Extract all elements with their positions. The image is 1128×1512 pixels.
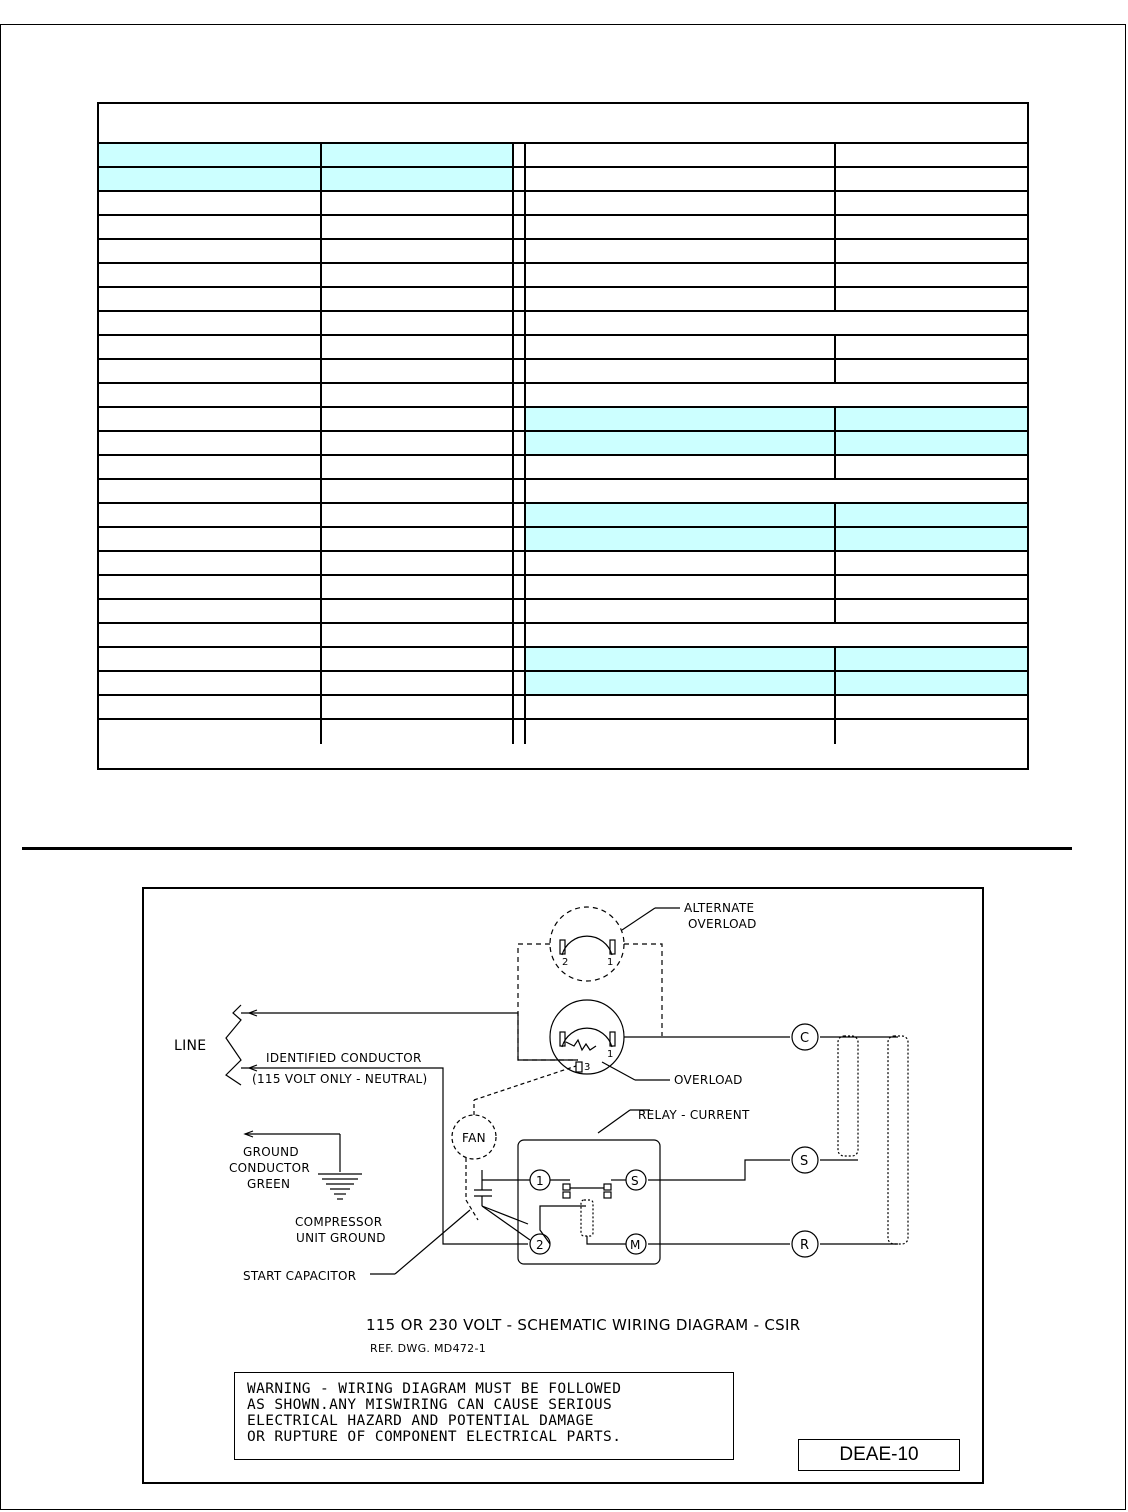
reference-drawing: REF. DWG. MD472-1 xyxy=(370,1342,487,1355)
terminal-c-label: C xyxy=(800,1031,810,1046)
alt-pin-1: 1 xyxy=(607,957,614,968)
start-capacitor-label: START CAPACITOR xyxy=(243,1269,357,1283)
start-winding-coil xyxy=(838,1036,858,1156)
alt-pin-2: 2 xyxy=(562,957,569,968)
terminal-r-label: R xyxy=(800,1238,810,1253)
relay-label: RELAY - CURRENT xyxy=(638,1108,750,1122)
terminal-s-label: S xyxy=(800,1154,809,1169)
compressor-ground-label-1: COMPRESSOR xyxy=(295,1215,383,1229)
relay-terminal-s-label: S xyxy=(631,1174,639,1188)
alternate-overload-label-1: ALTERNATE xyxy=(684,901,755,915)
alternate-overload-label-2: OVERLOAD xyxy=(688,917,757,931)
identified-conductor-label: IDENTIFIED CONDUCTOR xyxy=(266,1051,422,1065)
relay-terminal-m-label: M xyxy=(630,1238,641,1252)
compressor-ground-label-2: UNIT GROUND xyxy=(296,1231,386,1245)
neutral-note-label: (115 VOLT ONLY - NEUTRAL) xyxy=(252,1072,428,1086)
overload-pin-1: 1 xyxy=(607,1049,614,1060)
line-label: LINE xyxy=(174,1038,207,1054)
ground-label-2: CONDUCTOR xyxy=(229,1161,311,1175)
ground-label-3: GREEN xyxy=(247,1177,291,1191)
ground-label-1: GROUND xyxy=(243,1145,299,1159)
wiring-warning: WARNING - WIRING DIAGRAM MUST BE FOLLOWED AS SHOWN.ANY MISWIRING CAN CAUSE SERIOUS ELECTRICAL HAZARD AND POTENTIAL DAMAGE OR RUPTURE OF COMPONENT ELECTRICAL PARTS. xyxy=(234,1372,734,1460)
relay-terminal-2-label: 2 xyxy=(536,1238,544,1252)
alternate-overload-symbol xyxy=(550,907,624,981)
overload-label: OVERLOAD xyxy=(674,1073,743,1087)
document-code: DEAE-10 xyxy=(798,1439,960,1471)
fan-label: FAN xyxy=(462,1131,486,1145)
relay-terminal-1-label: 1 xyxy=(536,1174,544,1188)
run-winding-coil xyxy=(888,1036,908,1244)
overload-pin-3: 3 xyxy=(584,1062,591,1073)
diagram-caption: 115 OR 230 VOLT - SCHEMATIC WIRING DIAGRAM - CSIR xyxy=(366,1316,801,1334)
